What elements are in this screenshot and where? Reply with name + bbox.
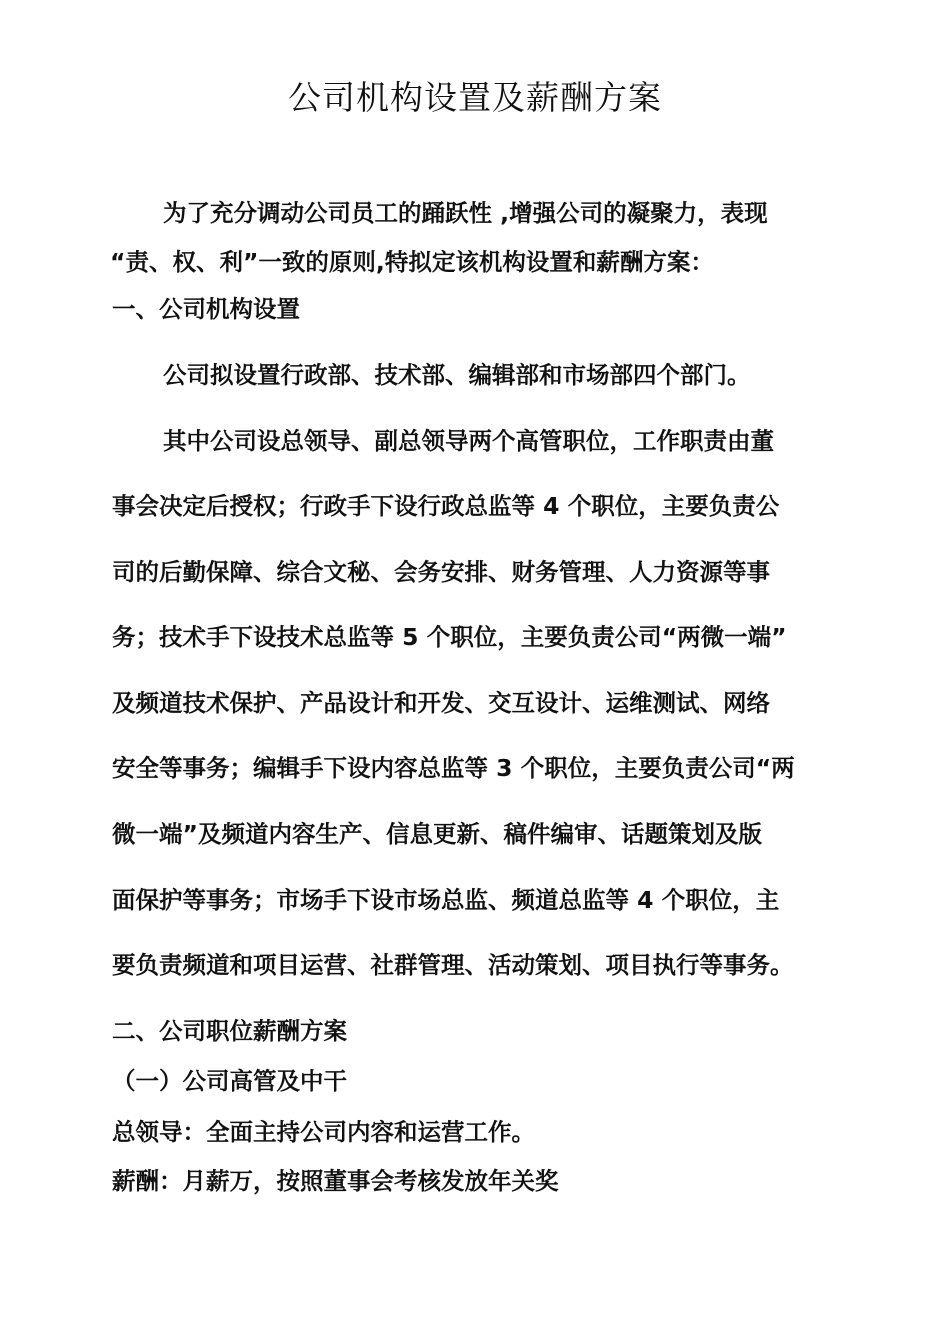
section-1-body-line-1: 其中公司设总领导、副总领导两个高管职位，工作职责由董 [163,427,774,455]
document-title: 公司机构设置及薪酬方案 [288,78,662,117]
section-1-body-line-7: 微一端”及频道内容生产、信息更新、稿件编审、话题策划及版 [112,820,762,848]
section-1-body-line-3: 司的后勤保障、综合文秘、会务安排、财务管理、人力资源等事 [112,558,770,586]
general-leader-duty: 总领导：全面主持公司内容和运营工作。 [112,1118,535,1146]
section-2-heading: 二、公司职位薪酬方案 [112,1017,347,1045]
intro-line-2: “责、权、利”一致的原则,特拟定该机构设置和薪酬方案： [110,248,714,276]
section-1-body-line-6: 安全等事务；编辑手下设内容总监等 3 个职位，主要负责公司“两 [112,754,795,782]
section-1-body-line-8: 面保护等事务；市场手下设市场总监、频道总监等 4 个职位，主 [112,886,780,914]
section-1-body-line-4: 务；技术手下设技术总监等 5 个职位，主要负责公司“两微一端” [112,623,787,651]
section-1-heading: 一、公司机构设置 [112,295,300,323]
intro-line-1: 为了充分调动公司员工的踊跃性 ,增强公司的凝聚力，表现 [163,199,768,227]
section-1-body-line-5: 及频道技术保护、产品设计和开发、交互设计、运维测试、网络 [112,689,770,717]
section-2-subheading: （一）公司高管及中干 [112,1067,347,1095]
section-1-body-line-9: 要负责频道和项目运营、社群管理、活动策划、项目执行等事务。 [112,951,794,979]
section-1-body-line-2: 事会决定后授权；行政手下设行政总监等 4 个职位，主要负责公 [112,492,780,520]
general-leader-salary: 薪酬：月薪万，按照董事会考核发放年关奖 [112,1167,559,1195]
departments-sentence: 公司拟设置行政部、技术部、编辑部和市场部四个部门。 [163,361,751,389]
